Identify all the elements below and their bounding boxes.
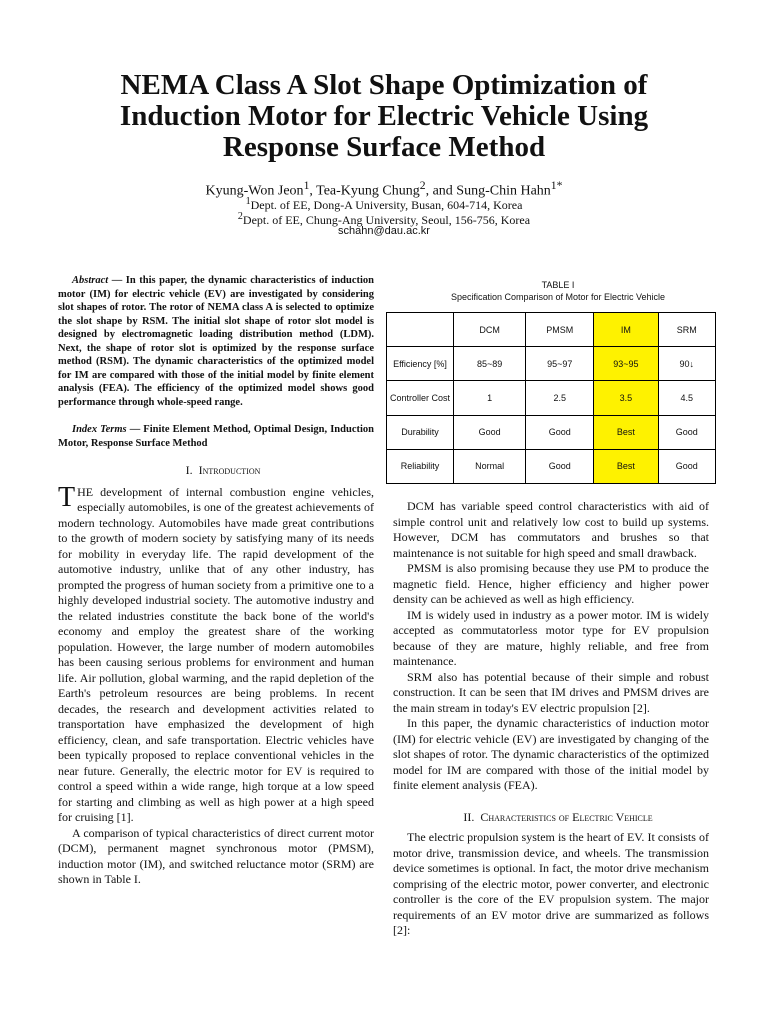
- table-row-label: Controller Cost: [387, 381, 454, 415]
- author-name: Kyung-Won Jeon: [205, 183, 304, 199]
- table-cell: 85~89: [454, 347, 526, 381]
- table-cell-highlight: 3.5: [594, 381, 658, 415]
- table-row: [387, 381, 716, 415]
- author-affiliation-mark: 1*: [550, 179, 563, 192]
- affiliation-mark: 2: [237, 211, 243, 222]
- table-header-cell: [387, 313, 454, 347]
- affiliation-text: Dept. of EE, Chung-Ang University, Seoul, 156-756, Korea: [242, 213, 531, 227]
- affiliation-mark: 1: [245, 196, 251, 207]
- table-row: [387, 347, 716, 381]
- body-paragraph: In this paper, the dynamic characteristics of induction motor (IM) for electric vehicle (EV) are investigated by changing of the slot shapes of rotor. The dynamic characteristics of the optimized model for IM are compared with those of the initial model by finite element analysis (FEA).: [393, 716, 709, 792]
- paragraph-text: HE development of internal combustion engine vehicles, especially automobiles, is one of the greatest achievements of modern technology. Automobiles have made great contributions to the growth of modern society by satisfying many of its needs for mobility in everyday life. The rapid development of the automotive industry, unlike that of any other industry, has prompted the progress of human society from a primitive one to a highly developed industrial society. The automotive industry and the related industries constitute the back bone of the world's economy and employ the greatest share of the working population. However, the large number of modern automobiles has been causing serious problems for environment and human life. Air pollution, global warming, and the rapid depletion of the Earth's petroleum resources are being problems. In recent decades, the research and development activities related to transportation have emphasized the development of high efficiency, clean, and safe transportation. Electric vehicles have been typically proposed to replace conventional vehicles in the near future. Generally, the electric motor for EV is required to control a speed within a wide range, high torque at a low speed for starting and climbing as well as high power at a high speed for cruising [1].: [58, 484, 374, 824]
- contact-email: schahn@dau.ac.kr: [338, 225, 430, 237]
- index-terms-text: — Finite Element Method, Optimal Design, Induction Motor, Response Surface Method: [58, 424, 374, 449]
- table-cell-highlight: Best: [594, 449, 658, 483]
- paper-title: NEMA Class A Slot Shape Optimization of Induction Motor for Electric Vehicle Using Response Surface Method: [119, 69, 649, 163]
- table-header-cell: SRM: [658, 313, 715, 347]
- body-paragraph: IM is widely used in industry as a power motor. IM is widely accepted as commutatorless motor type for EV propulsion because of they are mature, highly reliable, and free from maintenance.: [393, 607, 709, 668]
- table-header-cell-highlight: IM: [594, 313, 658, 347]
- left-column: [58, 274, 374, 888]
- table-header-cell: PMSM: [526, 313, 594, 347]
- table-cell: Good: [658, 449, 715, 483]
- table-row-label: Efficiency [%]: [387, 347, 454, 381]
- author-name: , and Sung-Chin Hahn: [425, 183, 551, 199]
- author-affiliation-mark: 1: [303, 179, 310, 192]
- table-row: [387, 449, 716, 483]
- table-row-label: Reliability: [387, 449, 454, 483]
- intro-paragraph-1: [58, 481, 374, 826]
- table-cell: Normal: [454, 449, 526, 483]
- table-cell: Good: [658, 415, 715, 449]
- table-header-row: [387, 313, 716, 347]
- intro-paragraph-2: A comparison of typical characteristics of direct current motor (DCM), permanent magnet synchronous motor (PMSM), induction motor (IM), and switched reluctance motor (SRM) are shown in Table I.: [58, 825, 374, 886]
- spec-comparison-table: [386, 312, 716, 484]
- table-cell: 4.5: [658, 381, 715, 415]
- index-terms-label: Index Terms: [72, 424, 127, 435]
- table-cell: 1: [454, 381, 526, 415]
- author-affiliation-mark: 2: [419, 179, 426, 192]
- abstract: [58, 274, 374, 409]
- table-label: TABLE I: [541, 280, 575, 290]
- table-header-cell: DCM: [454, 313, 526, 347]
- section-heading-introduction: [58, 463, 374, 479]
- affiliation-text: Dept. of EE, Dong-A University, Busan, 604-714, Korea: [250, 198, 523, 212]
- table-cell: 2.5: [526, 381, 594, 415]
- section-number: II.: [463, 809, 475, 824]
- table-caption: Specification Comparison of Motor for Electric Vehicle: [450, 292, 666, 302]
- section-number: I.: [185, 463, 193, 477]
- author-name: , Tea-Kyung Chung: [309, 183, 420, 199]
- table-row-label: Durability: [387, 415, 454, 449]
- section-title: Characteristics of Electric Vehicle: [480, 809, 653, 824]
- body-paragraph: DCM has variable speed control characteristics with aid of simple control unit and relatively low cost to build up systems. However, DCM has commutators and brushes so that maintenance is not suitable for high speed and small drawback.: [393, 499, 709, 560]
- drop-cap: T: [58, 481, 76, 513]
- index-terms: [58, 423, 374, 450]
- table-cell: Good: [526, 449, 594, 483]
- table-row: [387, 415, 716, 449]
- table-cell: 95~97: [526, 347, 594, 381]
- body-paragraph: PMSM is also promising because they use PM to produce the magnetic field. Hence, higher efficiency and higher power density can be achieved as well as high efficiency.: [393, 561, 709, 606]
- body-paragraph: The electric propulsion system is the heart of EV. It consists of motor drive, transmission device, and wheels. The transmission device sometimes is optional. In fact, the motor drive mechanism comprising of the electric motor, power converter, and electronic controller is the core of the EV propulsion system. The major requirements of an EV motor drive are summarized as follows [2]:: [393, 830, 709, 937]
- abstract-text: — In this paper, the dynamic characteristics of induction motor (IM) for electric vehicle (EV) are investigated by considering slot shapes of rotor. The rotor of NEMA class A is selected to optimize the slot shape by RSM. The initial slot shape of rotor slot model is designed by electromagnetic loading distribution method (LDM). Next, the shape of rotor slot is optimized by the response surface method (RSM). The dynamic characteristics of the optimized model for IM are compared with those of the initial model by finite element analysis (FEA). The efficiency of the optimized model shows good performance through whole-speed range.: [58, 275, 374, 408]
- section-title: Introduction: [198, 463, 261, 477]
- right-column: [393, 499, 709, 939]
- table-cell: 90↓: [658, 347, 715, 381]
- table-cell: Good: [526, 415, 594, 449]
- body-paragraph: SRM also has potential because of their simple and robust construction. It can be seen that IM drives and PMSM drives are the main stream in today's EV electric propulsion [2].: [393, 669, 709, 715]
- table-cell-highlight: 93~95: [594, 347, 658, 381]
- table-cell: Good: [454, 415, 526, 449]
- abstract-label: Abstract: [72, 275, 109, 286]
- table-cell-highlight: Best: [594, 415, 658, 449]
- section-heading-characteristics: [393, 810, 709, 826]
